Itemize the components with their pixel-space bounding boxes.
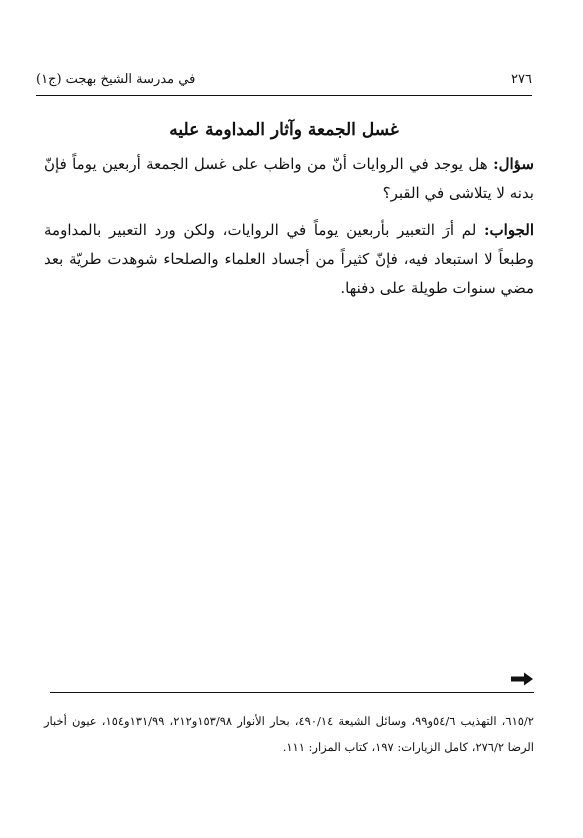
footnote-text: ٦١٥/٢، التهذيب ٥٤/٦و٩٩، وسائل الشيعة ٤٩٠/١٤، بحار الأنوار ١٥٣/٩٨و٢١٢، ١٣١/٩٩و١٥٤، عيون أخبار الرضا ٢٧٦/٢، كامل الزيارات: ١٩٧، كتاب المزار: ١١١. bbox=[44, 714, 534, 754]
page-number: ٢٧٦ bbox=[511, 72, 532, 87]
section-title: غسل الجمعة وآثار المداومة عليه bbox=[169, 120, 399, 140]
arrow-right-icon bbox=[510, 672, 534, 686]
question-label: سؤال: bbox=[493, 155, 534, 173]
answer-label: الجواب: bbox=[484, 221, 534, 239]
main-text bbox=[44, 150, 534, 311]
running-header-title: في مدرسة الشيخ بهجت (ج١) bbox=[36, 72, 196, 87]
answer-paragraph bbox=[44, 216, 534, 303]
answer-text: لم أرَ التعبير بأربعين يوماً في الروايات، ولكن ورد التعبير بالمداومة وطبعاً لا استبعاد فيه، فإنّ كثيراً من أجساد العلماء والصلحاء شوهدت طريّة بعد مضي سنوات طويلة على دفنها. bbox=[44, 221, 534, 297]
question-text: هل يوجد في الروايات أنّ من واظب على غسل الجمعة أربعين يوماً فإنّ بدنه لا يتلاشى في القبر؟ bbox=[44, 155, 534, 202]
footnote-divider bbox=[50, 692, 534, 693]
running-header bbox=[36, 72, 532, 92]
header-divider bbox=[36, 95, 532, 96]
question-paragraph bbox=[44, 150, 534, 208]
